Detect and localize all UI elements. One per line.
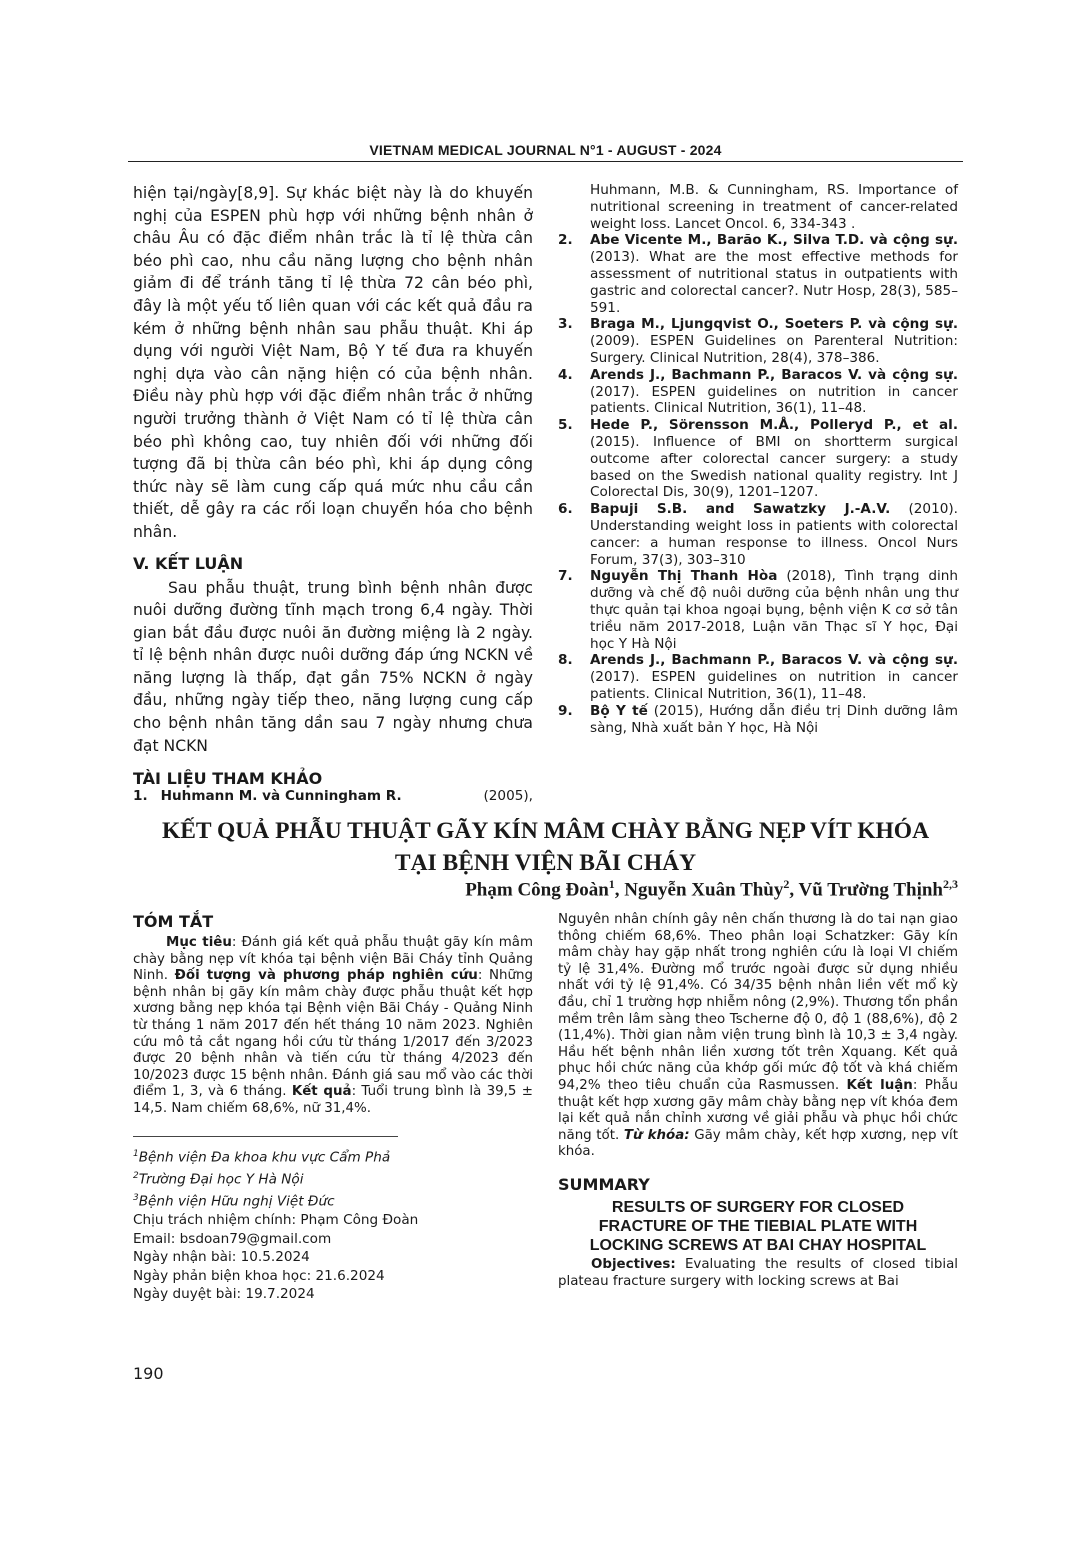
date-accepted: Ngày duyệt bài: 19.7.2024	[133, 1286, 315, 1303]
abstract-heading: TÓM TẮT	[133, 912, 214, 931]
reference-item: 4. Arends J., Bachmann P., Baracos V. và cộng sự. (2017). ESPEN guidelines on nutrition in cancer patients. Clinical Nutrition, 36(1), 11–48.	[558, 366, 958, 417]
reference-1-year: (2005),	[483, 788, 533, 805]
footnotes	[133, 1145, 533, 1304]
reference-1-head	[133, 788, 533, 805]
right-column-bottom	[558, 912, 958, 1290]
summary-heading: SUMMARY	[558, 1174, 650, 1194]
summary-title: RESULTS OF SURGERY FOR CLOSED FRACTURE OF THE TIEBIAL PLATE WITH LOCKING SCREWS AT BAI CHAY HOSPITAL	[589, 1198, 927, 1254]
author-name: Vũ Trường Thịnh	[798, 879, 943, 901]
left-column-top	[133, 182, 533, 805]
reference-item: 2. Abe Vicente M., Barão K., Silva T.D. và cộng sự. (2013). What are the most effective methods for assessment of nutritional status in outpatients with gastric and colorectal cancer?. Nutr Hosp, 28(3), 585–591.	[558, 232, 958, 316]
discussion-paragraph: hiện tại/ngày[8,9]. Sự khác biệt này là do khuyến nghị của ESPEN phù hợp với những bệnh nhân ở châu Âu có đặc điểm nhân trắc là tỉ lệ thừa cân béo phì cao, nhu cầu năng lượng cho bệnh nhân giảm đi để tránh tăng tỉ lệ thừa 72 cân béo phì, đây là một yếu tố liên quan với các kết quả đầu ra kém ở những bệnh nhân sau phẫu thuật. Khi áp dụng với người Việt Nam, Bộ Y tế đưa ra khuyến nghị dựa vào cân nặng hiện có của bệnh nhân. Điều này phù hợp với đặc điểm nhân trắc ở những người trưởng thành ở Việt Nam có tỉ lệ thừa cân béo phì không cao, tuy nhiên đối với những đối tượng đã bị thừa cân béo phì, khi áp dụng công thức này sẽ làm cung cấp quá mức nhu cầu cần thiết, dễ gây ra các rối loạn chuyển hóa cho bệnh nhân.	[133, 184, 533, 541]
author-name: Nguyễn Xuân Thùy	[624, 879, 784, 901]
reference-item: 3. Braga M., Ljungqvist O., Soeters P. và cộng sự. (2009). ESPEN Guidelines on Parenteral Nutrition: Surgery. Clinical Nutrition, 28(4), 378–386.	[558, 316, 958, 366]
summary-objectives: Objectives: Evaluating the results of closed tibial plateau fracture surgery with locking screws at Bai	[558, 1256, 958, 1289]
author-affiliation-mark: 2,3	[943, 877, 958, 891]
reference-list	[558, 232, 958, 736]
article-title-line-1: KẾT QUẢ PHẪU THUẬT GÃY KÍN MÂM CHÀY BẰNG NẸP VÍT KHÓA	[161, 818, 930, 844]
footnote-divider	[133, 1136, 398, 1137]
abstract-paragraph: Mục tiêu: Đánh giá kết quả phẫu thuật gãy kín mâm chày bằng nẹp vít khóa tại bệnh viện Bãi Cháy tỉnh Quảng Ninh. Đối tượng và phương pháp nghiên cứu: Những bệnh nhân bị gãy kín mâm chày được phẫu thuật kết hợp xương bằng nẹp khóa tại Bệnh viện Bãi Cháy - Quảng Ninh từ tháng 1 năm 2017 đến hết tháng 10 năm 2023. Nghiên cứu mô tả cắt ngang hồi cứu từ tháng 1/2017 đến 3/2023 được 20 bệnh nhân và tiến cứu từ tháng 4/2023 đến 10/2023 được 15 bệnh nhân. Đánh giá sau mổ vào các thời điểm 1, 3, và 6 tháng. Kết quả: Tuổi trung bình là 39,5 ± 14,5. Nam chiếm 68,6%, nữ 31,4%.	[133, 935, 533, 1116]
date-received: Ngày nhận bài: 10.5.2024	[133, 1249, 310, 1266]
reference-item: 5. Hede P., Sörensson M.Å., Polleryd P., et al. (2015). Influence of BMI on shortterm surgical outcome after colorectal cancer surgery: a study based on the Swedish national quality registry. Int J Colorectal Dis, 30(9), 1201–1207.	[558, 417, 958, 501]
abstract-continued: Nguyên nhân chính gây nên chấn thương là do tai nạn giao thông chiếm 68,6%. Theo phân loại Schatzker: Gãy kín mâm chày hay gặp nhất trong nghiên cứu là loại VI chiếm tỷ lệ 31,4%. Đường mổ trước ngoài được sử dụng nhiều nhất với tỷ lệ 91,4%. Có 34/35 bệnh nhân liền vết mổ kỳ đầu, chỉ 1 trường hợp nhiễm nông (2,9%). Thương tổn phần mềm trên lâm sàng theo Tscherne độ 0, độ 1 (88,6%), độ 2 (11,4%). Thời gian nằm viện trung bình là 10,3 ± 3,4 ngày. Hầu hết bệnh nhân liền xương tốt trên Xquang. Kết quả phục hồi chức năng của khớp gối mức độ tốt và khá chiếm 94,2% theo tiêu chuẩn của Rasmussen. Kết luận: Phẫu thuật kết hợp xương gãy mâm chày bằng nẹp vít khóa đem lại kết quả nắn chỉnh xương về giải phẫu và phục hồi chức năng tốt. Từ khóa: Gãy mâm chày, kết hợp xương, nẹp vít khóa.	[558, 912, 959, 1160]
references-heading: TÀI LIỆU THAM KHẢO	[133, 769, 323, 789]
affiliation-2: $^2$Trường Đại học Y Hà Nội	[133, 1170, 304, 1188]
running-head: VIETNAM MEDICAL JOURNAL N°1 - AUGUST - 2024	[369, 142, 722, 158]
reference-item: 8. Arends J., Bachmann P., Baracos V. và cộng sự. (2017). ESPEN guidelines on nutrition in cancer patients. Clinical Nutrition, 36(1), 11–48.	[558, 652, 958, 702]
article-title-line-2: TẠI BỆNH VIỆN BÃI CHÁY	[394, 850, 697, 876]
author-list: Phạm Công Đoàn$^1$, Nguyễn Xuân Thùy$^2$, Vũ Trường Thịnh$^{2,3}$	[465, 877, 958, 901]
reference-1-authors: Huhmann M. và Cunningham R.	[160, 788, 402, 805]
reference-1-number: 1.	[133, 788, 148, 805]
reference-item: 9. Bộ Y tế (2015), Hướng dẫn điều trị Dinh dưỡng lâm sàng, Nhà xuất bản Y học, Hà Nội	[558, 702, 958, 736]
responsible-author: Chịu trách nhiệm chính: Phạm Công Đoàn	[133, 1211, 419, 1228]
page-number: 190	[133, 1364, 164, 1383]
affiliation-3: $^3$Bệnh viện Hữu nghị Việt Đức	[133, 1192, 335, 1210]
author-affiliation-mark: 2	[783, 877, 790, 891]
author-affiliation-mark: 1	[608, 877, 615, 891]
article-title	[128, 815, 963, 879]
header-rule	[128, 161, 963, 162]
reference-item: 7. Nguyễn Thị Thanh Hòa (2018), Tình trạng dinh dưỡng và chế độ nuôi dưỡng của bệnh nhân ung thư thực quản tại khoa ngoại bụng, bệnh viện K cơ sở tân triều năm 2017-2018, Luận văn Thạc sĩ Y học, Đại học Y Hà Nội	[558, 568, 959, 652]
contact-email: Email: bsdoan79@gmail.com	[133, 1230, 332, 1247]
conclusion-paragraph: Sau phẫu thuật, trung bình bệnh nhân được nuôi dưỡng đường tĩnh mạch trong 6,4 ngày. Thời gian bắt đầu được nuôi ăn đường miệng là 2 ngày. tỉ lệ bệnh nhân được nuôi dưỡng đáp ứng NCKN về năng lượng là thấp, đạt gần 75% NCKN ở ngày đầu, những ngày tiếp theo, năng lượng cung cấp cho bệnh nhân tăng dần sau 7 ngày nhưng chưa đạt NCKN	[133, 578, 533, 755]
reference-1-continued: Huhmann, M.B. & Cunningham, RS. Importance of nutritional screening in treatment of cancer-related weight loss. Lancet Oncol. 6, 334-343 .	[590, 182, 958, 232]
right-column-top	[558, 182, 958, 736]
author-name: Phạm Công Đoàn	[465, 879, 609, 901]
reference-item: 6. Bapuji S.B. and Sawatzky J.-A.V. (2010). Understanding weight loss in patients with colorectal cancer: a human response to illness. Oncol Nurs Forum, 37(3), 303–310	[558, 501, 958, 568]
left-column-bottom	[133, 912, 533, 1304]
affiliation-1: $^1$Bệnh viện Đa khoa khu vực Cẩm Phả	[133, 1148, 391, 1166]
conclusion-heading: V. KẾT LUẬN	[133, 553, 244, 573]
date-reviewed: Ngày phản biện khoa học: 21.6.2024	[133, 1267, 385, 1284]
